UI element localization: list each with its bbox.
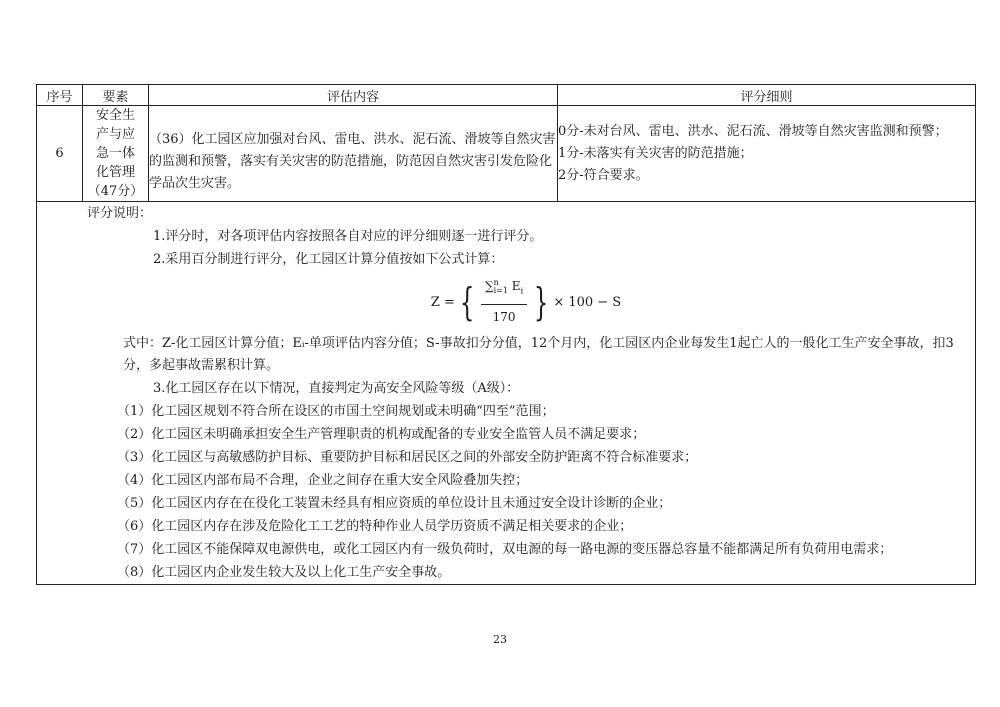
notes-title: 评分说明：: [87, 206, 153, 221]
condition-item: （6）化工园区内存在涉及危险化工工艺的特种作业人员学历资质不满足相关要求的企业；: [117, 519, 633, 534]
formula-explanation: 式中：Z-化工园区计算分值；Eᵢ-单项评估内容分值；S-事故扣分分值，12个月内，化工园区内企业每发生1起亡人的一般化工生产安全事故，扣3分，多起事故需累积计算。: [123, 336, 954, 373]
table-row: [37, 106, 976, 202]
formula-term-sub: i: [520, 286, 524, 296]
row-detail: [558, 106, 976, 202]
header-seq: 序号: [37, 85, 83, 106]
row-seq: 6: [37, 106, 83, 202]
detail-line: 2分-符合要求。: [558, 167, 649, 183]
element-line: 安全生: [95, 108, 135, 123]
formula-fraction: [481, 275, 527, 328]
formula-sigma: ∑: [485, 279, 494, 294]
element-line: 急一体: [95, 146, 135, 161]
page-number: 23: [493, 633, 507, 646]
condition-item: （7）化工园区不能保障双电源供电，或化工园区内有一级负荷时，双电源的每一路电源的变压器总容量不能都满足所有负荷用电需求；: [117, 542, 893, 557]
condition-item: （3）化工园区与高敏感防护目标、重要防护目标和居民区之间的外部安全防护距离不符合标准要求；: [117, 450, 698, 465]
condition-item: （8）化工园区内企业发生较大及以上化工生产安全事故。: [117, 565, 451, 580]
condition-item: （1）化工园区规划不符合所在设区的市国土空间规划或未明确“四至”范围；: [117, 404, 555, 419]
score-formula: [37, 271, 975, 333]
content-text: （36）化工园区应加强对台风、雷电、洪水、泥石流、滑坡等自然灾害的监测和预警，落实有关灾害的防范措施，防范因自然灾害引发危险化学品次生灾害。: [149, 131, 556, 191]
table-header-row: [37, 85, 976, 106]
condition-item: （4）化工园区内部布局不合理，企业之间存在重大安全风险叠加失控；: [117, 473, 529, 488]
condition-item: （5）化工园区内存在在役化工装置未经具有相应资质的单位设计且未通过安全设计诊断的企业；: [117, 496, 672, 511]
scoring-notes: [37, 202, 975, 584]
formula-sum-sub: i=1: [493, 285, 508, 295]
note-item-2: 2.采用百分制进行评分，化工园区计算分值按如下公式计算：: [153, 252, 504, 267]
header-content: 评估内容: [149, 85, 558, 106]
note-item-3: 3.化工园区存在以下情况，直接判定为高安全风险等级（A级）：: [153, 381, 520, 396]
evaluation-table: [36, 84, 976, 585]
element-line: （47分）: [87, 184, 144, 199]
detail-line: 0分-未对台风、雷电、洪水、泥石流、滑坡等自然灾害监测和预警；: [558, 123, 948, 139]
formula-sum-sup: n: [493, 277, 499, 287]
note-item-1: 1.评分时，对各项评估内容按照各自对应的评分细则逐一进行评分。: [153, 229, 543, 244]
notes-row: [37, 202, 976, 585]
header-element: 要素: [83, 85, 149, 106]
formula-left-brace: {: [459, 280, 475, 324]
element-line: 化管理: [95, 165, 135, 180]
header-detail: 评分细则: [558, 85, 976, 106]
formula-numerator: [481, 275, 527, 304]
formula-rhs: × 100 − S: [553, 294, 622, 310]
row-content: [149, 106, 558, 202]
formula-lhs: Z =: [430, 294, 455, 310]
formula-right-brace: }: [533, 280, 549, 324]
row-element: [83, 106, 149, 202]
element-line: 产与应: [95, 127, 135, 142]
condition-item: （2）化工园区未明确承担安全生产管理职责的机构或配备的专业安全监管人员不满足要求；: [117, 427, 646, 442]
formula-denominator: 170: [492, 309, 516, 324]
formula-term: E: [511, 279, 521, 294]
notes-cell: [37, 202, 976, 585]
detail-line: 1分-未落实有关灾害的防范措施；: [558, 145, 753, 161]
